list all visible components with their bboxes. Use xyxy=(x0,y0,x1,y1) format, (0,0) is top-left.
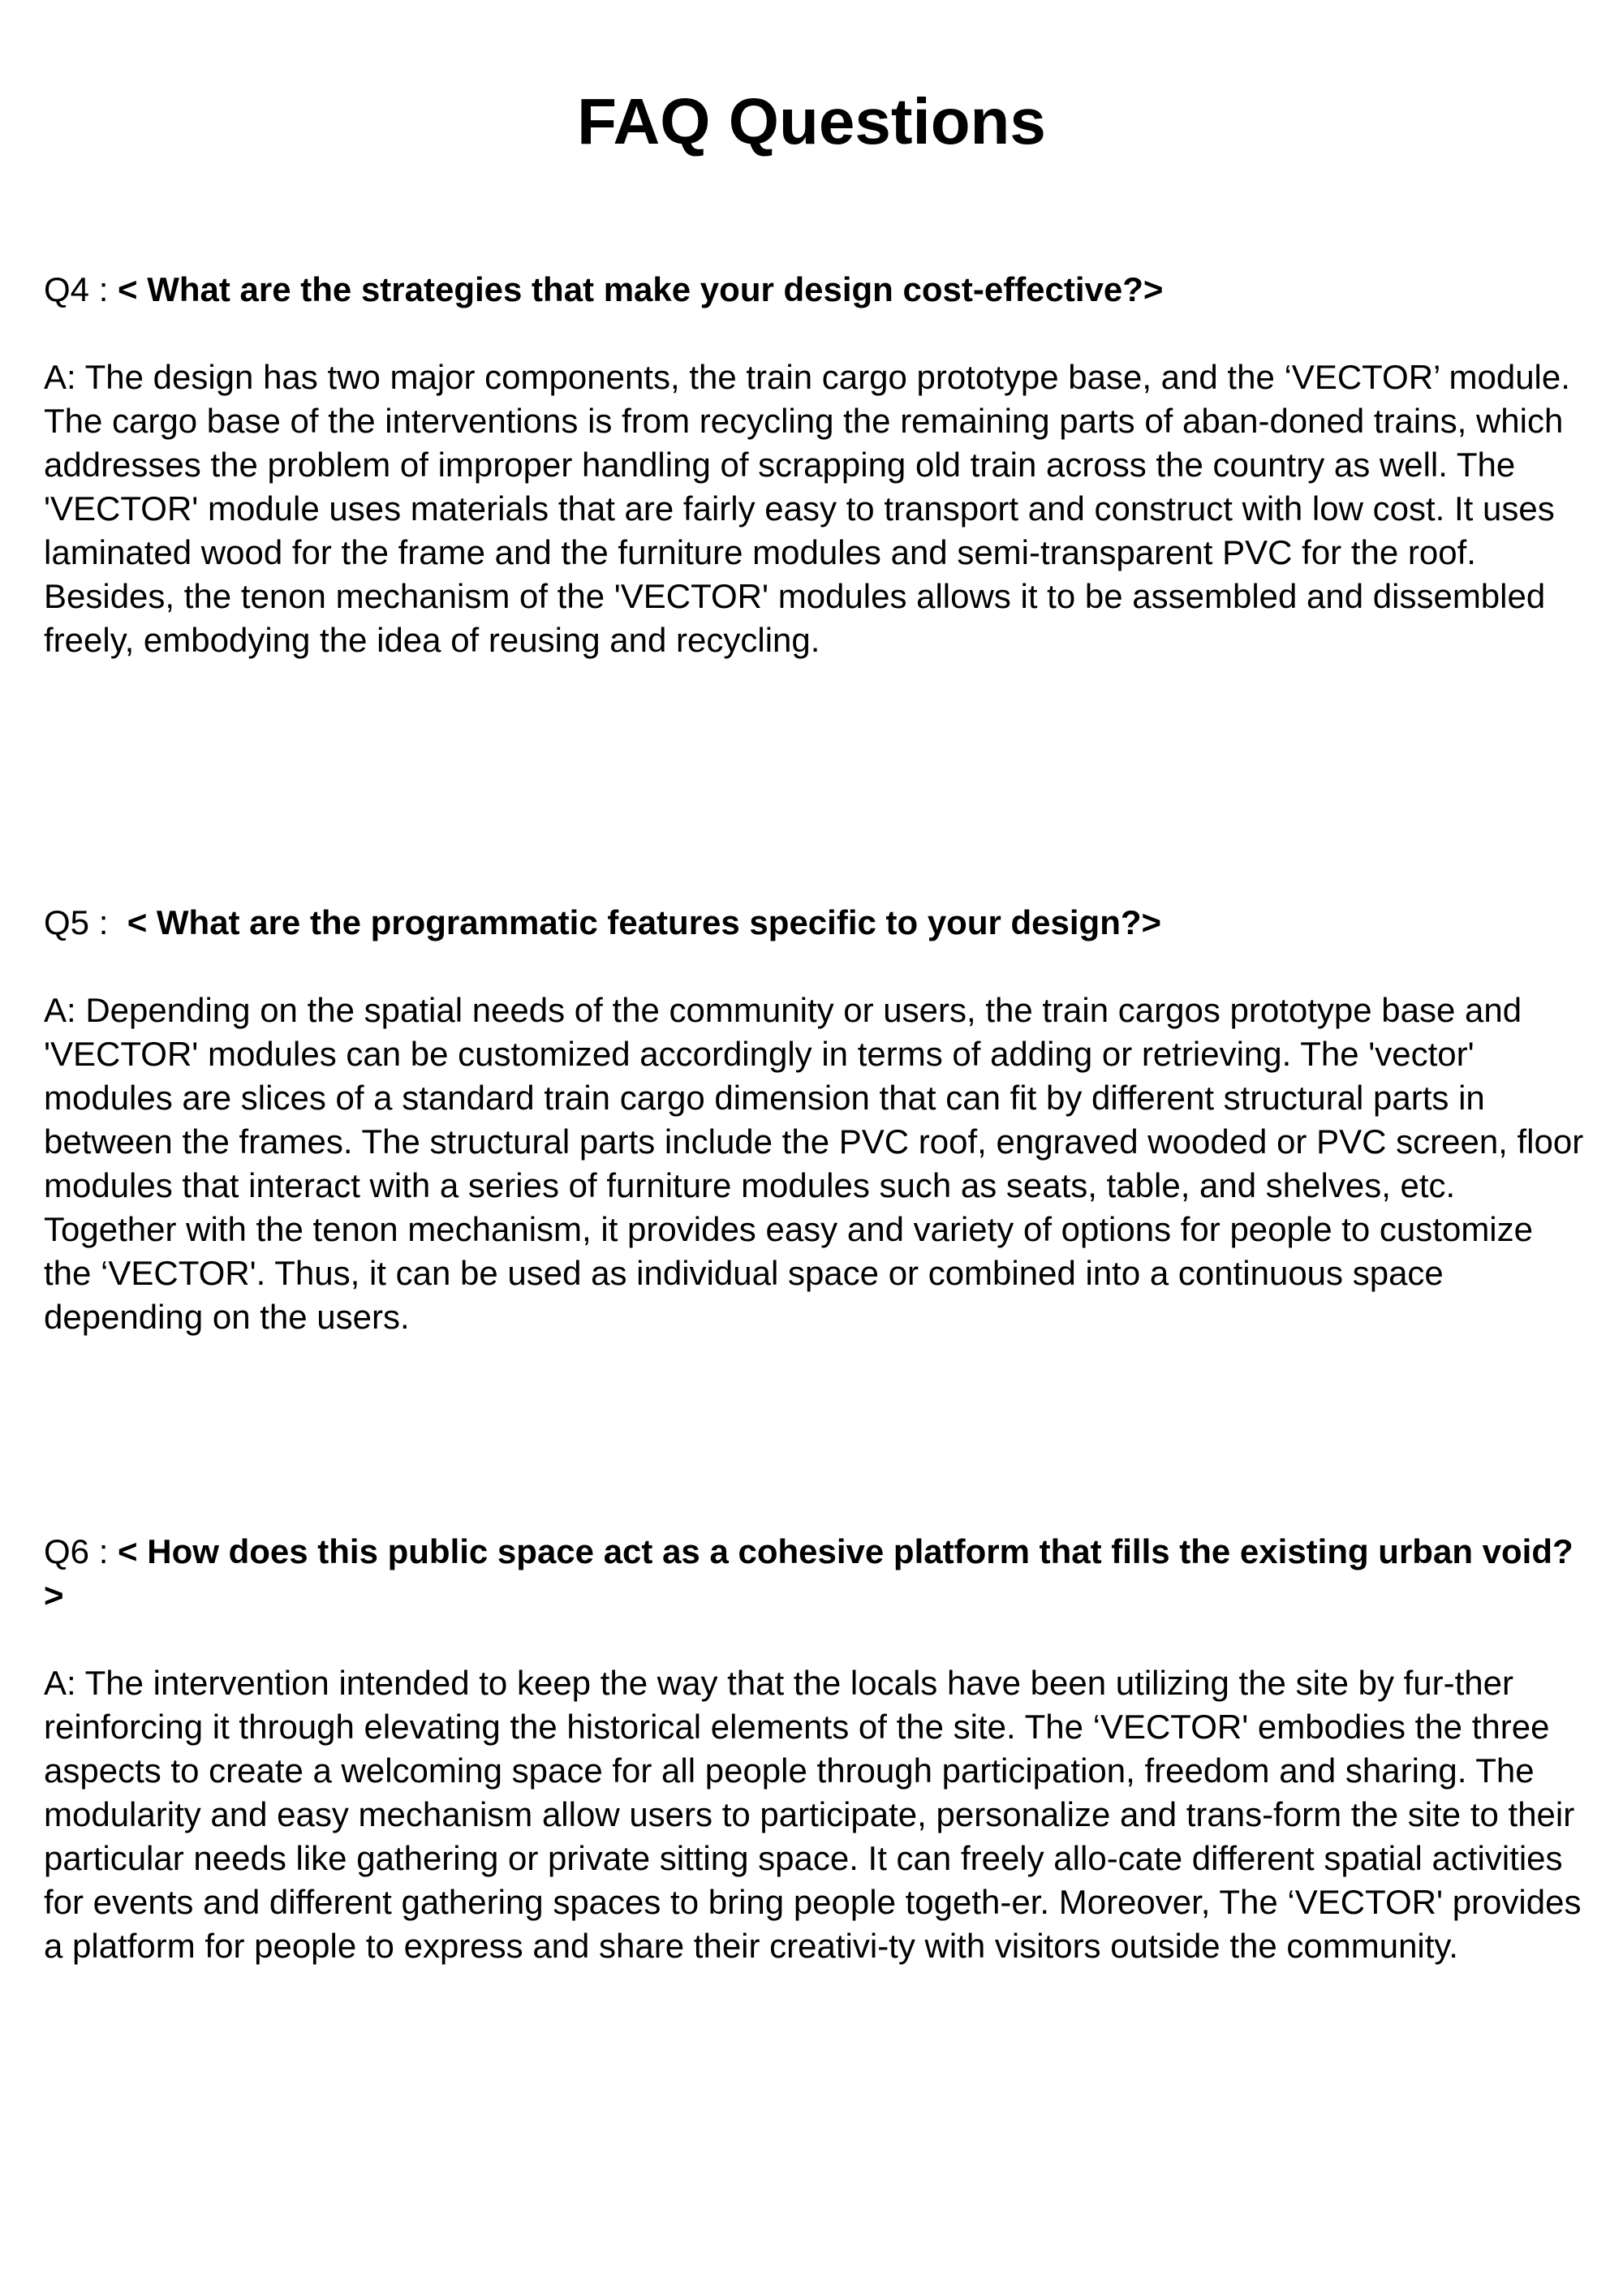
question-text: < What are the programmatic features specific to your design?> xyxy=(127,903,1162,941)
question-text: < What are the strategies that make your design cost-effective?> xyxy=(118,270,1164,308)
faq-item-q4 xyxy=(44,268,1586,662)
question-label: Q5 : xyxy=(44,903,127,941)
question-label: Q6 : xyxy=(44,1532,118,1570)
faq-question-q5 xyxy=(44,901,1586,945)
faq-item-q6 xyxy=(44,1530,1586,1968)
page-title: FAQ Questions xyxy=(577,85,1046,157)
faq-item-q5 xyxy=(44,901,1586,1339)
faq-question-q4 xyxy=(44,268,1586,312)
question-text: < How does this public space act as a cohesive platform that fills the existing urban void? > xyxy=(44,1532,1573,1614)
faq-answer-q5: A: Depending on the spatial needs of the community or users, the train cargos prototype base and 'VECTOR' modules can be customized accordingly in terms of adding or retrieving. The 'vector' modules are slices of a standard train cargo dimension that can fit by different structural parts in between the frames. The structural parts include the PVC roof, engraved wooded or PVC screen, floor modules that interact with a series of furniture modules such as seats, table, and shelves, etc. Together with the tenon mechanism, it provides easy and variety of options for people to customize the ‘VECTOR'. Thus, it can be used as individual space or combined into a continuous space depending on the users. xyxy=(44,991,1584,1336)
faq-question-q6 xyxy=(44,1530,1586,1618)
faq-answer-q4: A: The design has two major components, the train cargo prototype base, and the ‘VECTOR’ module. The cargo base of the interventions is from recycling the remaining parts of aban-doned trains, which addresses the problem of improper handling of scrapping old train across the country as well. The 'VECTOR' module uses materials that are fairly easy to transport and construct with low cost. It uses laminated wood for the frame and the furniture modules and semi-transparent PVC for the roof. Besides, the tenon mechanism of the 'VECTOR' modules allows it to be assembled and dissembled freely, embodying the idea of reusing and recycling. xyxy=(44,358,1570,659)
faq-answer-q6: A: The intervention intended to keep the way that the locals have been utilizing the site by fur-ther reinforcing it through elevating the historical elements of the site. The ‘VECTOR' embodies the three aspects to create a welcoming space for all people through participation, freedom and sharing. The modularity and easy mechanism allow users to participate, personalize and trans-form the site to their particular needs like gathering or private sitting space. It can freely allo-cate different spatial activities for events and different gathering spaces to bring people togeth-er. Moreover, The ‘VECTOR' provides a platform for people to express and share their creativi-ty with visitors outside the community. xyxy=(44,1664,1582,1965)
question-label: Q4 : xyxy=(44,270,118,308)
